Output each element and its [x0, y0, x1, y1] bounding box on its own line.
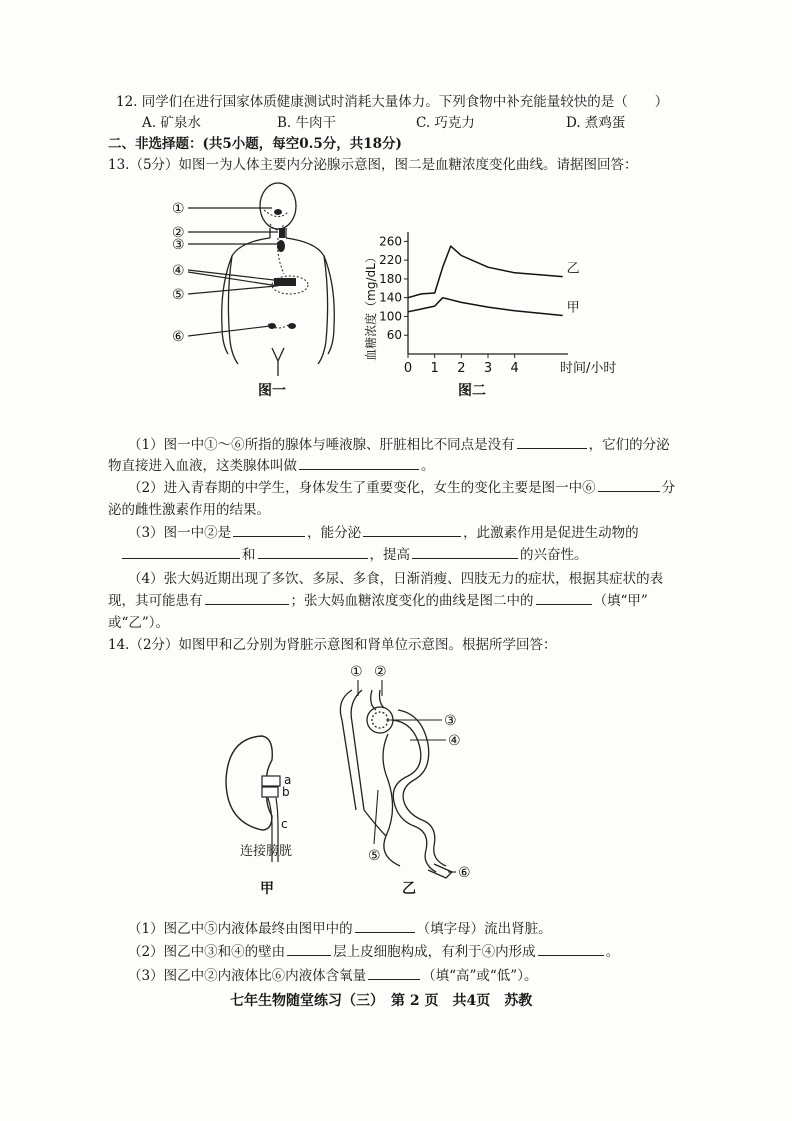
x-tick-label-0: 0	[403, 361, 413, 376]
q13-blank-8[interactable]	[412, 557, 518, 559]
nephron-label-5: ⑤	[368, 848, 381, 864]
q14-blank-3[interactable]	[538, 954, 604, 956]
nephron-label-4: ④	[448, 733, 461, 749]
nephron-label-3: ③	[444, 713, 457, 729]
q13-stem: 13.（5分）如图一为人体主要内分泌腺示意图，图二是血糖浓度变化曲线。请据图回答：	[108, 157, 638, 173]
kidney-label-b: b	[282, 785, 290, 799]
chart-y-axis-label: 血糖浓度（mg/dL）	[364, 251, 378, 361]
q13-blank-9[interactable]	[205, 603, 289, 605]
q13-blank-3[interactable]	[598, 490, 660, 492]
chart-x-axis-label: 时间/小时	[560, 361, 617, 376]
section-heading: 二、非选择题：(共5小题，每空0.5分，共18分)	[108, 136, 402, 152]
gland-label-6: ⑥	[172, 329, 185, 345]
page-footer: 七年生物随堂练习（三） 第 2 页 共4页 苏教	[230, 993, 533, 1009]
y-tick-label-140: 140	[379, 290, 402, 305]
q12-option-d[interactable]: D. 煮鸡蛋	[566, 115, 626, 131]
nephron-label-1: ①	[350, 664, 363, 680]
series-line-jia	[408, 298, 563, 316]
q12-option-c[interactable]: C. 巧克力	[416, 115, 475, 131]
gland-label-2: ②	[172, 225, 185, 241]
kidney-label-c: c	[281, 817, 288, 831]
kidney-label-a: a	[284, 773, 292, 787]
q14-part1: （1）图乙中⑤内液体最终由图甲中的 （填字母）流出肾脏。	[128, 921, 552, 937]
y-tick-label-220: 220	[379, 253, 402, 268]
q13-part2-line1: （2）进入青春期的中学生，身体发生了重要变化，女生的变化主要是图一中⑥ 分	[128, 480, 676, 496]
q13-part3-line2: 和 ，提高 的兴奋性。	[120, 543, 588, 563]
gland-label-5: ⑤	[172, 287, 185, 303]
q14-blank-4[interactable]	[368, 978, 420, 980]
q13-part1-line1: （1）图一中①～⑥所指的腺体与唾液腺、肝脏相比不同点是没有 ，它们的分泌	[128, 437, 670, 453]
x-tick-label-3: 3	[483, 361, 493, 376]
y-tick-label-180: 180	[379, 271, 402, 286]
series-line-yi	[408, 246, 563, 298]
x-tick-label-1: 1	[430, 361, 439, 376]
series-label-yi: 乙	[566, 261, 580, 277]
gland-label-4: ④	[172, 263, 185, 279]
q13-part4-line2: 现，其可能患有 ；张大妈血糖浓度变化的曲线是图二中的 （填“甲”	[108, 593, 648, 609]
q14-blank-2[interactable]	[287, 954, 331, 956]
kidney-caption: 甲	[260, 881, 274, 897]
q13-blank-7[interactable]	[258, 557, 368, 559]
q13-part3-line1: （3）图一中②是 ，能分泌 ，此激素作用是促进生动物的	[128, 525, 639, 541]
nephron-caption: 乙	[402, 881, 416, 897]
x-tick-label-2: 2	[457, 361, 466, 376]
gland-label-3: ③	[172, 237, 185, 253]
q13-blank-10[interactable]	[536, 603, 592, 605]
nephron-label-6: ⑥	[458, 865, 471, 881]
nephron-label-2: ②	[374, 664, 387, 680]
y-tick-label-100: 100	[379, 309, 402, 324]
q14-part3: （3）图乙中②内液体比⑥内液体含氧量 （填“高”或“低”）。	[128, 968, 538, 984]
figure-nephron	[328, 660, 478, 890]
q13-blank-4[interactable]	[233, 535, 305, 537]
q13-part2-line2: 泌的雌性激素作用的结果。	[108, 502, 270, 518]
blood-glucose-chart	[358, 226, 617, 376]
q12-stem: 12. 同学们在进行国家体质健康测试时消耗大量体力。下列食物中补充能量较快的是（ ）	[116, 94, 669, 110]
q12-option-b[interactable]: B. 牛肉干	[277, 115, 337, 131]
q13-blank-1[interactable]	[517, 447, 587, 449]
q13-blank-6[interactable]	[122, 557, 240, 559]
kidney-note: 连接膀胱	[240, 844, 293, 859]
figure2-caption: 图二	[458, 383, 486, 399]
figure1-caption: 图一	[258, 383, 286, 399]
q14-blank-1[interactable]	[355, 931, 415, 933]
figure-endocrine-glands	[160, 176, 350, 396]
q13-part1-line2: 物直接进入血液，这类腺体叫做 。	[108, 458, 435, 474]
q13-part4-line3: 或“乙”）。	[108, 615, 170, 631]
y-tick-label-60: 60	[386, 328, 402, 343]
q13-blank-2[interactable]	[299, 468, 419, 470]
x-tick-label-4: 4	[510, 361, 519, 376]
gland-label-1: ①	[172, 201, 185, 217]
q13-part4-line1: （4）张大妈近期出现了多饮、多尿、多食，日渐消瘦、四肢无力的症状，根据其症状的表	[128, 571, 664, 587]
series-label-jia: 甲	[566, 300, 580, 316]
q14-part2: （2）图乙中③和④的壁由 层上皮细胞构成，有利于④内形成 。	[128, 944, 620, 960]
q12-option-a[interactable]: A. 矿泉水	[142, 115, 201, 131]
q14-stem: 14.（2分）如图甲和乙分别为肾脏示意图和肾单位示意图。根据所学回答：	[108, 637, 557, 653]
q13-blank-5[interactable]	[363, 535, 461, 537]
y-tick-label-260: 260	[379, 234, 402, 249]
